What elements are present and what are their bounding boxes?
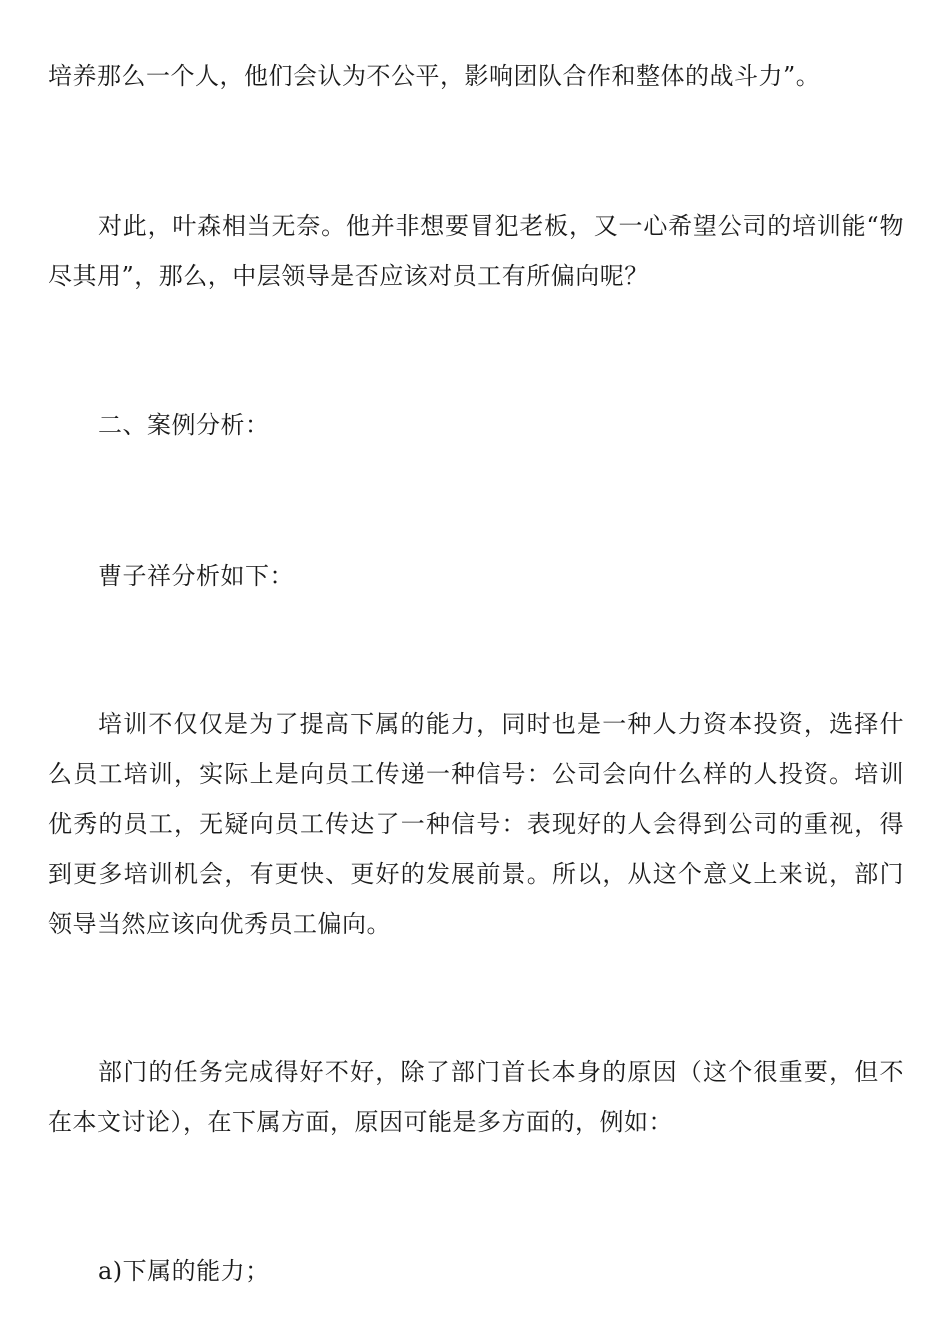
paragraph-continuation: 培养那么一个人，他们会认为不公平，影响团队合作和整体的战斗力”。: [48, 62, 821, 90]
paragraph-training-investment: 培训不仅仅是为了提高下属的能力，同时也是一种人力资本投资，选择什么员工培训，实际上是向员工传递一种信号：公司会向什么样的人投资。培训优秀的员工，无疑向员工传达了一种信号：表现好的人会得到公司的重视，得到更多培训机会，有更快、更好的发展前景。所以，从这个意义上来说，部门领导当然应该向优秀员工偏向。: [48, 710, 904, 938]
paragraph-department-tasks: 部门的任务完成得好不好，除了部门首长本身的原因（这个很重要，但不在本文讨论），在下属方面，原因可能是多方面的，例如：: [48, 1058, 904, 1136]
paragraph-ye-sen: 对此，叶森相当无奈。他并非想要冒犯老板，又一心希望公司的培训能“物尽其用”，那么，中层领导是否应该对员工有所偏向呢？: [48, 212, 904, 290]
list-item-a: a)下属的能力；: [98, 1257, 270, 1285]
section-heading-case-analysis: 二、案例分析：: [98, 411, 270, 439]
paragraph-cao-zixiang-intro: 曹子祥分析如下：: [98, 562, 294, 590]
